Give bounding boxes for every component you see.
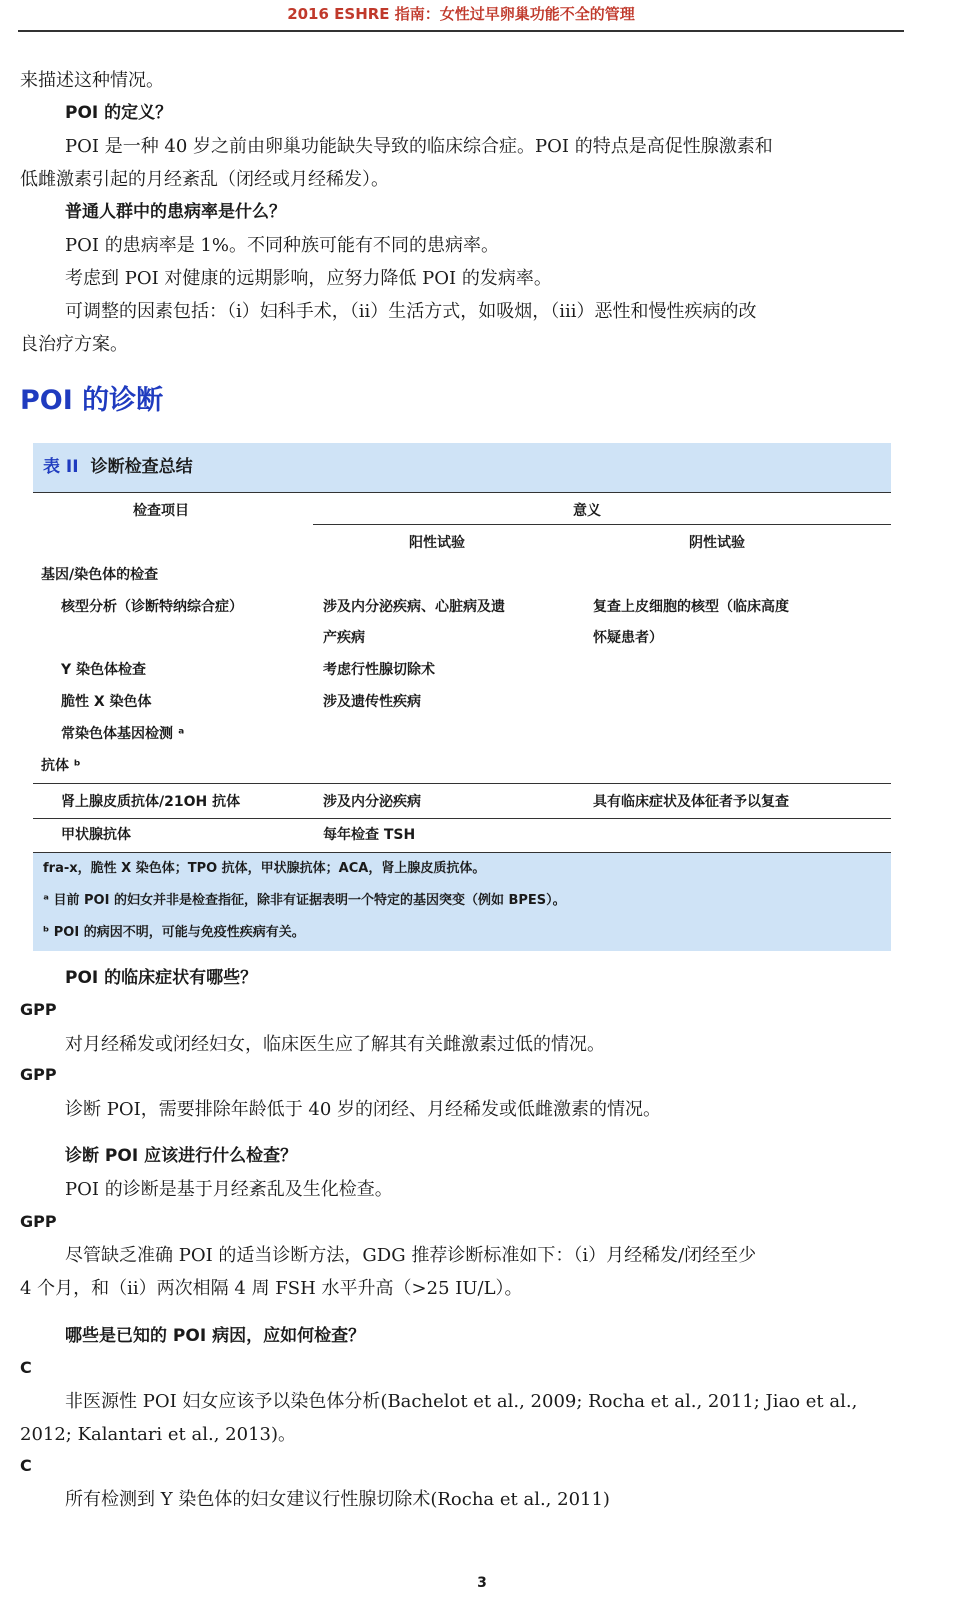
clinical-answer-2: 诊断 POI，需要排除年龄低于 40 岁的闭经、月经稀发或低雌激素的情况。 <box>65 1099 662 1120</box>
grade-c-label: C <box>20 1358 32 1377</box>
running-header: 2016 ESHRE 指南：女性过早卵巢功能不全的管理 <box>18 0 904 32</box>
intro-line: 来描述这种情况。 <box>20 70 164 91</box>
antibody-rule <box>33 783 891 784</box>
cause-answer-1-line-2: 2012; Kalantari et al., 2013)。 <box>20 1424 296 1445</box>
table-row-neg: 怀疑患者） <box>593 630 663 646</box>
definition-answer-line-2: 低雌激素引起的月经紊乱（闭经或月经稀发）。 <box>20 169 389 190</box>
definition-answer-line-1: POI 是一种 40 岁之前由卵巢功能缺失导致的临床综合症。POI 的特点是高促性腺激素和 <box>65 136 773 157</box>
table-note: ᵃ 目前 POI 的妇女并非是检查指征，除非有证据表明一个特定的基因突变（例如 BPES）。 <box>43 893 566 908</box>
row-rule <box>33 818 891 819</box>
col-header-positive: 阳性试验 <box>409 535 465 551</box>
table-title-bar <box>33 443 891 492</box>
prevalence-answer-1: POI 的患病率是 1%。不同种族可能有不同的患病率。 <box>65 235 499 256</box>
gpp-label: GPP <box>20 1000 57 1019</box>
table-title: 诊断检查总结 <box>90 457 193 477</box>
table-row-item: Y 染色体检查 <box>61 662 147 678</box>
table-row-item: 常染色体基因检测 ᵃ <box>61 726 185 742</box>
page-number: 3 <box>477 1575 487 1591</box>
table-row-pos: 产疾病 <box>323 630 365 646</box>
table-row-pos: 涉及内分泌疾病、心脏病及遗 <box>323 599 505 615</box>
exam-gpp-line-1: 尽管缺乏准确 POI 的适当诊断方法，GDG 推荐诊断标准如下：（i）月经稀发/闭经至少 <box>65 1245 757 1266</box>
prevalence-answer-3-line-2: 良治疗方案。 <box>20 334 128 355</box>
group-genetic: 基因/染色体的检查 <box>41 567 159 583</box>
diagnosis-table <box>33 443 891 940</box>
table-row-item: 肾上腺皮质抗体/21OH 抗体 <box>61 794 241 810</box>
group-antibody: 抗体 ᵇ <box>41 758 81 774</box>
table-row-pos: 考虑行性腺切除术 <box>323 662 435 678</box>
table-notes <box>33 853 891 951</box>
table-note: fra-x，脆性 X 染色体；TPO 抗体，甲状腺抗体；ACA，肾上腺皮质抗体。 <box>43 861 486 876</box>
col-header-meaning: 意义 <box>573 503 601 519</box>
col-header-item: 检查项目 <box>133 503 189 519</box>
clinical-answer-1: 对月经稀发或闭经妇女，临床医生应了解其有关雌激素过低的情况。 <box>65 1034 605 1055</box>
table-note: ᵇ POI 的病因不明，可能与免疫性疾病有关。 <box>43 925 305 940</box>
gpp-label: GPP <box>20 1212 57 1231</box>
exam-question: 诊断 POI 应该进行什么检查？ <box>65 1146 298 1166</box>
col-header-negative: 阴性试验 <box>689 535 745 551</box>
table-row-pos: 涉及内分泌疾病 <box>323 794 421 810</box>
table-row-neg: 复查上皮细胞的核型（临床高度 <box>593 599 789 615</box>
exam-answer: POI 的诊断是基于月经紊乱及生化检查。 <box>65 1179 393 1200</box>
table-row-pos: 每年检查 TSH <box>323 827 416 843</box>
table-row-neg: 具有临床症状及体征者予以复查 <box>593 794 789 810</box>
meaning-rule <box>313 524 891 525</box>
table-row-pos: 涉及遗传性疾病 <box>323 694 421 710</box>
cause-question: 哪些是已知的 POI 病因，应如何检查？ <box>65 1326 366 1346</box>
section-title: POI 的诊断 <box>20 385 164 416</box>
prevalence-answer-3-line-1: 可调整的因素包括：（i）妇科手术，（ii）生活方式，如吸烟，（iii）恶性和慢性疾病的改 <box>65 301 757 322</box>
cause-answer-1-line-1: 非医源性 POI 妇女应该予以染色体分析(Bachelot et al., 2009; Rocha et al., 2011; Jiao et al., <box>65 1391 858 1412</box>
table-row-item: 核型分析（诊断特纳综合症） <box>61 599 243 615</box>
table-label: 表 II <box>43 457 79 477</box>
gpp-label: GPP <box>20 1065 57 1084</box>
prevalence-answer-2: 考虑到 POI 对健康的远期影响，应努力降低 POI 的发病率。 <box>65 268 552 289</box>
prevalence-question: 普通人群中的患病率是什么？ <box>65 202 286 222</box>
grade-c-label: C <box>20 1456 32 1475</box>
table-row-item: 甲状腺抗体 <box>61 827 131 843</box>
table-top-rule <box>33 492 891 493</box>
exam-gpp-line-2: 4 个月，和（ii）两次相隔 4 周 FSH 水平升高（>25 IU/L）。 <box>20 1278 523 1299</box>
cause-answer-2: 所有检测到 Y 染色体的妇女建议行性腺切除术(Rocha et al., 2011) <box>65 1489 610 1510</box>
definition-question: POI 的定义？ <box>65 103 173 123</box>
table-row-item: 脆性 X 染色体 <box>61 694 152 710</box>
clinical-question: POI 的临床症状有哪些？ <box>65 968 258 988</box>
